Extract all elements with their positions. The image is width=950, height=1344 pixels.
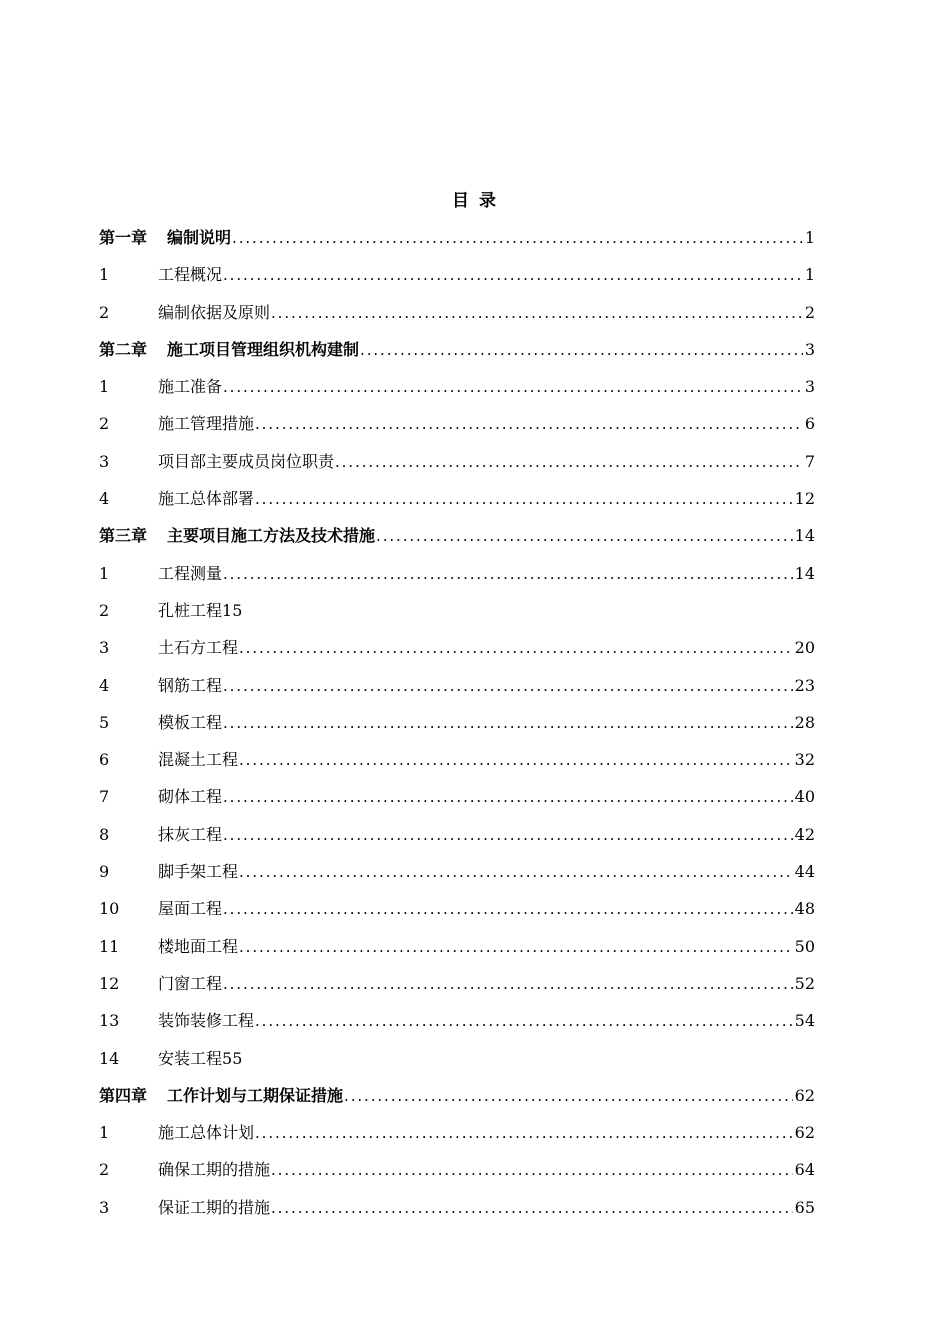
toc-entry-title: 施工总体部署 — [158, 489, 255, 509]
toc-dot-leader — [223, 705, 793, 742]
toc-chapter-entry[interactable] — [99, 219, 815, 256]
toc-entry-page-number: 44 — [794, 862, 815, 882]
toc-entry-title: 确保工期的措施 — [158, 1160, 271, 1180]
toc-dot-leader — [223, 966, 793, 1003]
toc-dot-leader — [223, 891, 793, 928]
toc-entry-title: 门窗工程 — [158, 973, 223, 993]
toc-dot-leader — [376, 518, 793, 555]
toc-entry-title: 主要项目施工方法及技术措施 — [167, 526, 376, 546]
toc-entry-page-number: 62 — [794, 1085, 815, 1105]
toc-section-entry[interactable] — [99, 704, 815, 741]
toc-entry-page-number: 64 — [794, 1160, 815, 1180]
toc-entry-title: 混凝土工程 — [158, 750, 239, 770]
toc-entry-page-number: 40 — [794, 787, 815, 807]
toc-entry-title: 楼地面工程 — [158, 936, 239, 956]
toc-entry-page-number: 15 — [222, 600, 243, 620]
toc-dot-leader — [271, 295, 803, 332]
toc-entry-number: 3 — [99, 638, 110, 658]
toc-section-entry[interactable] — [99, 1189, 815, 1226]
toc-list — [99, 219, 815, 1226]
toc-section-entry[interactable] — [99, 294, 815, 331]
toc-entry-number: 第一章 — [99, 228, 148, 247]
toc-section-entry[interactable] — [99, 443, 815, 480]
toc-dot-leader — [335, 444, 803, 481]
toc-title: 目 录 — [452, 191, 498, 211]
toc-dot-leader — [255, 1115, 793, 1152]
toc-entry-title: 屋面工程 — [158, 899, 223, 919]
toc-entry-number: 3 — [99, 1197, 110, 1217]
toc-section-entry[interactable] — [99, 555, 815, 592]
toc-entry-number: 7 — [99, 787, 110, 807]
toc-entry-title: 脚手架工程 — [158, 862, 239, 882]
toc-entry-page-number: 14 — [794, 526, 815, 546]
toc-section-entry[interactable] — [99, 667, 815, 704]
toc-entry-title: 施工总体计划 — [158, 1123, 255, 1143]
toc-dot-leader — [360, 332, 803, 369]
toc-entry-page-number: 3 — [804, 339, 815, 359]
toc-entry-number: 14 — [99, 1048, 120, 1068]
toc-dot-leader — [223, 369, 803, 406]
toc-entry-page-number: 52 — [794, 973, 815, 993]
toc-entry-title: 砌体工程 — [158, 787, 223, 807]
toc-section-entry[interactable] — [99, 480, 815, 517]
toc-entry-number: 4 — [99, 489, 110, 509]
toc-section-entry[interactable] — [99, 778, 815, 815]
toc-dot-leader — [223, 556, 793, 593]
toc-dot-leader — [344, 1078, 793, 1115]
toc-entry-title: 施工项目管理组织机构建制 — [167, 339, 360, 359]
toc-section-entry[interactable] — [99, 890, 815, 927]
toc-entry-number: 11 — [99, 936, 120, 956]
toc-entry-title: 工程概况 — [158, 265, 223, 285]
toc-section-entry[interactable] — [99, 405, 815, 442]
toc-entry-title: 编制依据及原则 — [158, 302, 271, 322]
toc-entry-title: 安装工程 — [158, 1048, 223, 1068]
toc-chapter-entry[interactable] — [99, 331, 815, 368]
toc-dot-leader — [255, 1003, 793, 1040]
toc-entry-number: 10 — [99, 899, 120, 919]
toc-dot-leader — [255, 481, 793, 518]
toc-entry-number: 5 — [99, 712, 110, 732]
toc-entry-page-number: 12 — [794, 489, 815, 509]
toc-entry-page-number: 23 — [794, 675, 815, 695]
toc-section-entry[interactable] — [99, 965, 815, 1002]
toc-entry-title: 模板工程 — [158, 712, 223, 732]
toc-section-entry[interactable] — [99, 741, 815, 778]
toc-chapter-entry[interactable] — [99, 517, 815, 554]
toc-entry-number: 4 — [99, 675, 110, 695]
toc-section-entry[interactable] — [99, 816, 815, 853]
toc-entry-number: 6 — [99, 750, 110, 770]
toc-entry-page-number: 48 — [794, 899, 815, 919]
toc-section-entry[interactable] — [99, 368, 815, 405]
toc-section-entry[interactable] — [99, 928, 815, 965]
toc-section-entry[interactable] — [99, 629, 815, 666]
toc-entry-title: 保证工期的措施 — [158, 1197, 271, 1217]
toc-entry-title: 施工管理措施 — [158, 414, 255, 434]
toc-entry-page-number: 55 — [222, 1048, 243, 1068]
toc-section-entry[interactable] — [99, 256, 815, 293]
toc-chapter-entry[interactable] — [99, 1077, 815, 1114]
toc-dot-leader — [239, 854, 793, 891]
toc-entry-title: 孔桩工程 — [158, 600, 223, 620]
toc-entry-title: 施工准备 — [158, 377, 223, 397]
toc-section-entry[interactable] — [99, 1002, 815, 1039]
toc-entry-number: 2 — [99, 302, 110, 322]
toc-entry-page-number: 2 — [804, 302, 815, 322]
toc-dot-leader — [239, 929, 793, 966]
toc-section-entry[interactable] — [99, 853, 815, 890]
toc-entry-title: 工作计划与工期保证措施 — [167, 1085, 344, 1105]
toc-dot-leader — [223, 817, 793, 854]
toc-entry-page-number: 6 — [804, 414, 815, 434]
toc-dot-leader — [223, 257, 803, 294]
toc-entry-page-number: 50 — [794, 936, 815, 956]
toc-section-entry[interactable] — [99, 1040, 815, 1077]
toc-entry-page-number: 28 — [794, 712, 815, 732]
toc-entry-number: 8 — [99, 824, 110, 844]
toc-entry-title: 土石方工程 — [158, 638, 239, 658]
toc-entry-number: 第三章 — [99, 526, 148, 546]
toc-entry-page-number: 1 — [804, 265, 815, 285]
toc-entry-number: 13 — [99, 1011, 120, 1031]
toc-entry-page-number: 65 — [794, 1197, 815, 1217]
toc-entry-number: 1 — [99, 377, 110, 397]
toc-entry-page-number: 1 — [804, 228, 815, 247]
toc-dot-leader — [271, 1152, 793, 1189]
toc-entry-number: 1 — [99, 1123, 110, 1143]
toc-entry-title: 工程测量 — [158, 563, 223, 583]
toc-section-entry[interactable] — [99, 592, 815, 629]
toc-dot-leader — [232, 220, 803, 257]
toc-entry-number: 1 — [99, 265, 110, 285]
toc-entry-number: 9 — [99, 862, 110, 882]
toc-dot-leader — [239, 630, 793, 667]
toc-entry-number: 3 — [99, 451, 110, 471]
toc-section-entry[interactable] — [99, 1151, 815, 1188]
toc-entry-title: 抹灰工程 — [158, 824, 223, 844]
toc-entry-title: 编制说明 — [167, 228, 232, 247]
toc-dot-leader — [223, 779, 793, 816]
toc-entry-number: 第二章 — [99, 339, 148, 359]
toc-entry-page-number: 42 — [794, 824, 815, 844]
toc-entry-number: 12 — [99, 973, 120, 993]
toc-entry-number: 2 — [99, 414, 110, 434]
toc-entry-title: 项目部主要成员岗位职责 — [158, 451, 335, 471]
toc-dot-leader — [223, 668, 793, 705]
toc-entry-number: 2 — [99, 600, 110, 620]
toc-section-entry[interactable] — [99, 1114, 815, 1151]
toc-entry-number: 2 — [99, 1160, 110, 1180]
toc-dot-leader — [239, 742, 793, 779]
toc-entry-number: 第四章 — [99, 1085, 148, 1105]
toc-entry-page-number: 62 — [794, 1123, 815, 1143]
toc-entry-page-number: 14 — [794, 563, 815, 583]
toc-entry-title: 钢筋工程 — [158, 675, 223, 695]
toc-dot-leader — [271, 1190, 793, 1227]
toc-entry-number: 1 — [99, 563, 110, 583]
toc-entry-title: 装饰装修工程 — [158, 1011, 255, 1031]
toc-dot-leader — [255, 406, 803, 443]
toc-entry-page-number: 32 — [794, 750, 815, 770]
toc-entry-page-number: 7 — [804, 451, 815, 471]
toc-entry-page-number: 20 — [794, 638, 815, 658]
toc-entry-page-number: 54 — [794, 1011, 815, 1031]
toc-entry-page-number: 3 — [804, 377, 815, 397]
